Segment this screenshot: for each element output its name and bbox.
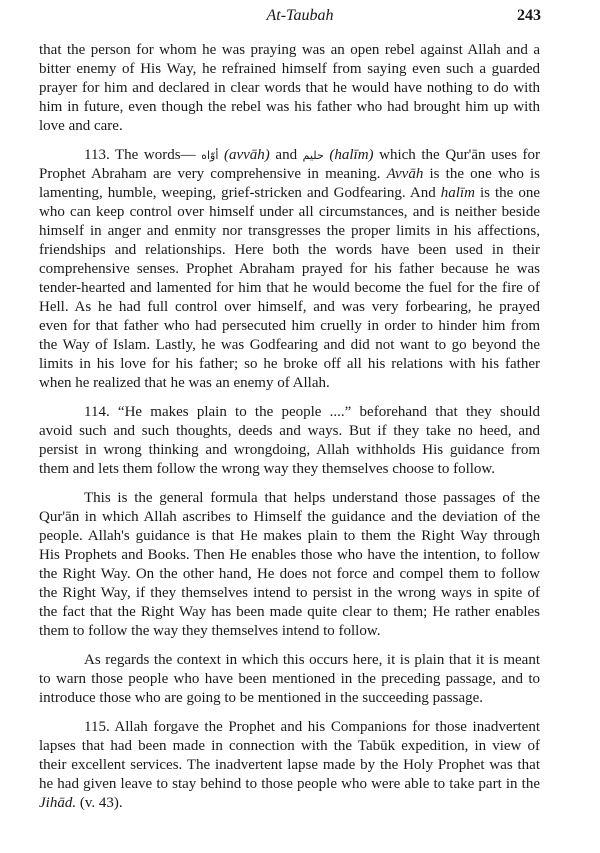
chapter-title: At-Taubah [266,7,334,24]
text-segment: bitter enemy of His Way, he refrained himself from saying even such a guarded [39,61,540,77]
text-line [39,117,540,136]
paragraph [39,718,540,813]
text-line [39,222,540,241]
text-line [39,527,540,546]
text-segment: Qur'ān in which Allah ascribes to Himself the guidance and the deviation of the [39,509,540,525]
text-segment: introduce those who are going to be mentioned in the succeeding passage. [39,690,484,706]
text-segment: lapses that had been made in connection with the Tabūk expedition, in view of [39,738,540,754]
text-segment: the Right Way. On the other hand, He does not force and compel them to follow [39,566,540,582]
italic-term: Avvāh [386,166,424,182]
text-line [39,756,540,775]
text-line [39,184,540,203]
text-line [39,298,540,317]
paragraph [39,41,540,136]
text-line [39,241,540,260]
text-segment: love and care. [39,118,123,134]
text-segment: he had given leave to stay behind to those people who were able to take part in the [39,776,540,792]
text-line [39,146,540,165]
text-line [39,355,540,374]
text-line [39,60,540,79]
italic-term: (avvāh) [224,147,270,163]
text-line [39,336,540,355]
text-line [39,794,540,813]
text-segment: him in future, even though the rebel was his father who had brought him up with [39,99,540,115]
arabic-word: حليم [302,149,324,162]
text-segment: limits in his love for his father; so he broke off all his relations with his father [39,356,540,372]
text-segment: friendships and relationships. Here both the words have been used in their [39,242,540,258]
text-line [39,79,540,98]
text-line [39,689,540,708]
text-segment: 115. Allah forgave the Prophet and his Companions for those inadvertent [84,719,540,735]
paragraph [39,489,540,641]
text-line [39,165,540,184]
text-line [39,603,540,622]
text-segment: This is the general formula that helps understand those passages of the [84,490,540,506]
paragraph [39,403,540,479]
page-body [39,41,540,823]
text-segment: the Way of Islam. Lastly, he was Godfearing and did not want to go beyond the [39,337,540,353]
text-segment: to warn those people who have been mentioned in the preceding passage, and to [39,671,540,687]
text-segment: when he realized that he was an enemy of Allah. [39,375,330,391]
text-line [39,441,540,460]
italic-term: (halīm) [329,147,374,163]
text-line [39,651,540,670]
italic-term: Jihād. [39,795,77,811]
paragraph [39,651,540,708]
text-segment: the Right Way, if they themselves intend to persist in the wrong ways in spite of [39,585,540,601]
text-line [39,670,540,689]
text-line [39,565,540,584]
text-line [39,460,540,479]
text-line [39,546,540,565]
text-segment: 114. “He makes plain to the people ....” beforehand that they should [84,404,540,420]
text-line [39,279,540,298]
text-line [39,317,540,336]
page-number: 243 [517,7,541,24]
text-line [39,718,540,737]
text-segment: the fact that the Right Way has been made quite clear to them; He rather enables [39,604,540,620]
text-segment: As regards the context in which this occurs here, it is plain that it is meant [84,652,540,668]
text-line [39,98,540,117]
text-line [39,403,540,422]
text-segment: avoid such and such thoughts, deeds and ways. But if they take no heed, and [39,423,540,439]
text-segment: himself in anger and enmity nor transgresses the proper limits in his affections, [39,223,540,239]
text-segment: even for that father who had persecuted him cruelly in order to hinder him from [39,318,540,334]
arabic-word: أوّاه [201,149,219,162]
text-line [39,737,540,756]
text-line [39,775,540,794]
text-segment: is the one who is [423,166,540,182]
text-line [39,489,540,508]
text-segment: prayer for him and declared in clear words that he would have nothing to do with [39,80,540,96]
text-segment: persist in wrong thinking and wrongdoing, Allah withholds His guidance from [39,442,540,458]
text-line [39,203,540,222]
text-line [39,622,540,641]
text-segment: which the Qur'ān uses for [373,147,541,163]
text-line [39,584,540,603]
italic-term: halīm [440,185,475,201]
text-segment: comprehensive senses. Prophet Abraham prayed for his father because he was [39,261,540,277]
text-line [39,260,540,279]
text-segment: who can keep control over himself under all circumstances, and is neither beside [39,204,540,220]
text-segment: people. Allah's guidance is that He makes plain to them the Right Way through [39,528,540,544]
text-segment: their excellent services. The inadvertent lapse made by the Holy Prophet was that [39,757,540,773]
text-segment: that the person for whom he was praying was an open rebel against Allah and a [39,42,540,58]
text-line [39,422,540,441]
text-segment: tender-hearted and lamented for him that he would become the fuel for the fire of [39,280,540,296]
text-segment: and [269,147,303,163]
text-segment: 113. The words— [84,147,202,163]
text-segment: His Prophets and Books. Then He enables those who have the intention, to follow [39,547,540,563]
text-segment: them and lets them follow the wrong way they themselves choose to follow. [39,461,496,477]
text-line [39,41,540,60]
text-segment: Prophet Abraham are very comprehensive in meaning. [39,166,387,182]
text-segment: them to follow the way they themselves intend to follow. [39,623,381,639]
text-segment: lamenting, humble, weeping, grief-stricken and Godfearing. And [39,185,441,201]
text-segment: is the one [474,185,540,201]
text-line [39,508,540,527]
paragraph [39,146,540,393]
text-line [39,374,540,393]
text-segment: (v. 43). [76,795,123,811]
text-segment: Hell. As he had full control over himself, and was very forbearing, he prayed [39,299,540,315]
